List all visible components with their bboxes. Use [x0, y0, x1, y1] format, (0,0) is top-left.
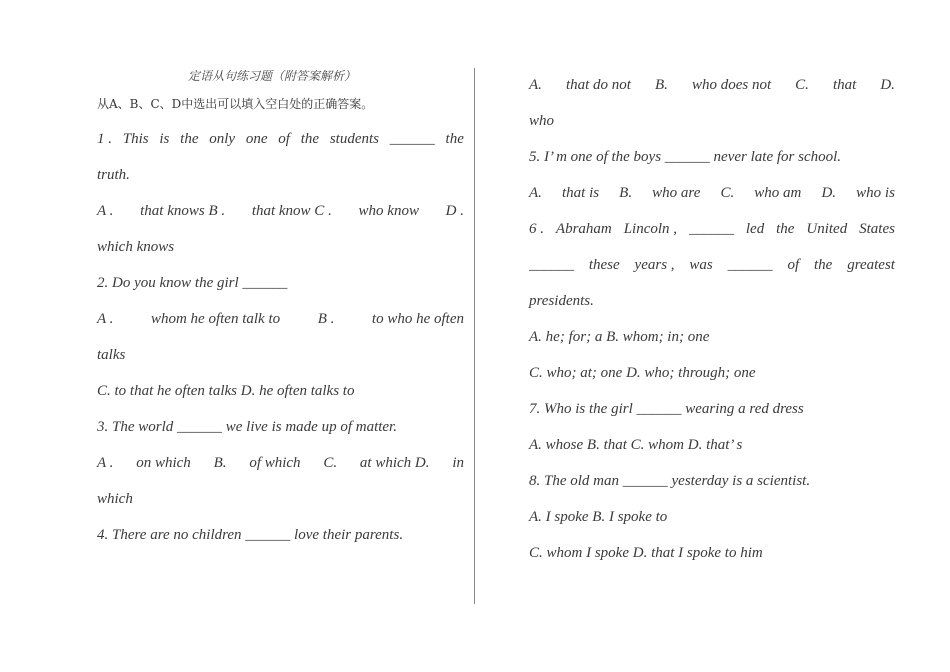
word: the	[300, 131, 320, 147]
word: one	[245, 131, 268, 147]
word: the	[814, 257, 833, 273]
instructions: 从A、B、C、D中选出可以填入空白处的正确答案。	[97, 97, 374, 111]
word: D.	[880, 77, 895, 93]
word: of	[278, 131, 290, 147]
word: Lincoln ,	[623, 221, 678, 237]
word: led	[745, 221, 765, 237]
word: C.	[720, 185, 735, 201]
word: that	[832, 77, 857, 93]
word: was	[689, 257, 713, 273]
word: these	[588, 257, 620, 273]
word: who does not	[691, 77, 772, 93]
word: the	[776, 221, 795, 237]
text-line	[97, 130, 464, 148]
text-line	[529, 256, 895, 274]
word: at which D.	[359, 455, 430, 471]
word: whom he often talk to	[150, 311, 281, 327]
word: on which	[136, 455, 191, 471]
text-line: A. I spoke B. I spoke to	[529, 509, 668, 525]
word: States	[859, 221, 895, 237]
word: the	[445, 131, 464, 147]
text-line: C. who; at; one D. who; through; one	[529, 365, 756, 381]
word: B.	[213, 455, 227, 471]
word: 6 .	[529, 221, 544, 237]
word: that do not	[565, 77, 631, 93]
word: D.	[821, 185, 837, 201]
text-line	[97, 310, 464, 328]
word: that knows B .	[140, 203, 226, 219]
word: who am	[754, 185, 802, 201]
word: This	[122, 131, 149, 147]
text-line: which knows	[97, 239, 175, 255]
text-line: talks	[97, 347, 126, 363]
word: C.	[323, 455, 338, 471]
word: students	[329, 131, 379, 147]
text-line: 5. I’ m one of the boys ______ never late for school.	[529, 149, 842, 165]
word: 1 .	[97, 131, 112, 147]
word: only	[209, 131, 236, 147]
word: Abraham	[555, 221, 612, 237]
text-line: truth.	[97, 167, 130, 183]
text-line: 2. Do you know the girl ______	[97, 275, 288, 291]
word: ______	[389, 131, 435, 147]
text-line: 8. The old man ______ yesterday is a scientist.	[529, 473, 811, 489]
word: A.	[529, 185, 542, 201]
text-line: C. whom I spoke D. that I spoke to him	[529, 545, 763, 561]
text-line	[529, 76, 895, 94]
word: that know C .	[251, 203, 332, 219]
text-line	[529, 184, 895, 202]
column-divider	[474, 68, 475, 604]
word: ______	[688, 221, 734, 237]
word: A .	[97, 311, 114, 327]
word: A .	[97, 455, 114, 471]
word: B .	[317, 311, 335, 327]
word: the	[180, 131, 199, 147]
word: is	[159, 131, 170, 147]
text-line: C. to that he often talks D. he often talks to	[97, 383, 355, 399]
word: A.	[529, 77, 542, 93]
word: to who he often	[371, 311, 464, 327]
word: United	[806, 221, 848, 237]
text-line	[529, 220, 895, 238]
text-line: A. whose B. that C. whom D. that’ s	[529, 437, 743, 453]
word: in	[452, 455, 464, 471]
text-line: 3. The world ______ we live is made up of matter.	[97, 419, 397, 435]
word: D .	[445, 203, 464, 219]
text-line: who	[529, 113, 555, 129]
text-line: 4. There are no children ______ love their parents.	[97, 527, 404, 543]
text-line: 7. Who is the girl ______ wearing a red dress	[529, 401, 804, 417]
word: of which	[249, 455, 301, 471]
text-line: which	[97, 491, 133, 507]
word: A .	[97, 203, 114, 219]
word: years ,	[634, 257, 675, 273]
word: B.	[619, 185, 633, 201]
word: that is	[562, 185, 600, 201]
word: ______	[727, 257, 773, 273]
word: ______	[529, 257, 574, 273]
word: greatest	[847, 257, 895, 273]
word: of	[787, 257, 800, 273]
document-title: 定语从句练习题（附答案解析）	[188, 69, 357, 83]
word: who know	[358, 203, 419, 219]
text-line	[97, 454, 464, 472]
text-line: presidents.	[529, 293, 594, 309]
text-line: A. he; for; a B. whom; in; one	[529, 329, 710, 345]
word: who are	[652, 185, 701, 201]
word: B.	[655, 77, 668, 93]
text-line	[97, 202, 464, 220]
word: C.	[795, 77, 809, 93]
word: who is	[856, 185, 895, 201]
